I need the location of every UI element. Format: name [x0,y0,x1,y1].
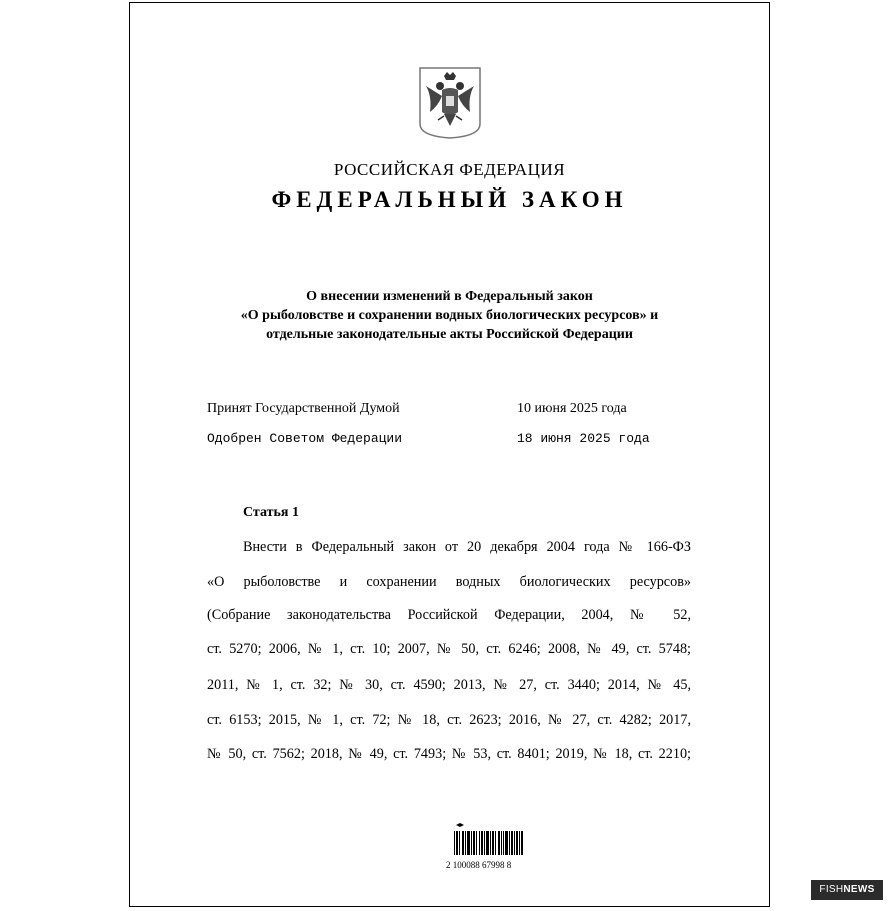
approval-date: 18 июня 2025 года [517,431,650,446]
article-text-line: ст. 5270; 2006, № 1, ст. 10; 2007, № 50, ст. 6246; 2008, № 49, ст. 5748; [207,641,691,657]
article-text-line: 2011, № 1, ст. 32; № 30, ст. 4590; 2013, № 27, ст. 3440; 2014, № 45, [207,677,691,693]
law-title [170,287,729,344]
adoption-date: 10 июня 2025 года [517,401,627,416]
approval-label: Одобрен Советом Федерации [207,431,403,446]
law-title-line: О внесении изменений в Федеральный закон [306,289,593,304]
watermark-part: NEWS [843,884,875,895]
barcode [446,823,536,873]
fishnews-watermark [811,880,883,900]
watermark-part: FISH [819,884,844,895]
document-page [129,2,770,907]
country-name: РОССИЙСКАЯ ФЕДЕРАЦИЯ [333,160,566,179]
article-text-line: ст. 6153; 2015, № 1, ст. 72; № 18, ст. 2623; 2016, № 27, ст. 4282; 2017, [207,712,691,728]
barcode-digits: 2 100088 67998 8 [446,860,512,870]
law-title-line: отдельные законодательные акты Российской Федерации [266,327,633,342]
law-title-line: «О рыболовстве и сохранении водных биологических ресурсов» и [240,308,659,323]
document-type: ФЕДЕРАЛЬНЫЙ ЗАКОН [271,187,628,212]
adoption-label: Принят Государственной Думой [207,401,400,416]
article-text-line: Внести в Федеральный закон от 20 декабря 2004 года № 166-ФЗ [243,539,691,555]
russian-coat-of-arms-icon [418,66,482,140]
article-text-line: № 50, ст. 7562; 2018, № 49, ст. 7493; № 53, ст. 8401; 2019, № 18, ст. 2210; [207,746,691,762]
article-text-line: «О рыболовстве и сохранении водных биологических ресурсов» [207,574,691,590]
article-heading: Статья 1 [243,505,299,520]
barcode-icon [446,823,536,859]
article-text-line: (Собрание законодательства Российской Федерации, 2004, № 52, [207,607,691,623]
